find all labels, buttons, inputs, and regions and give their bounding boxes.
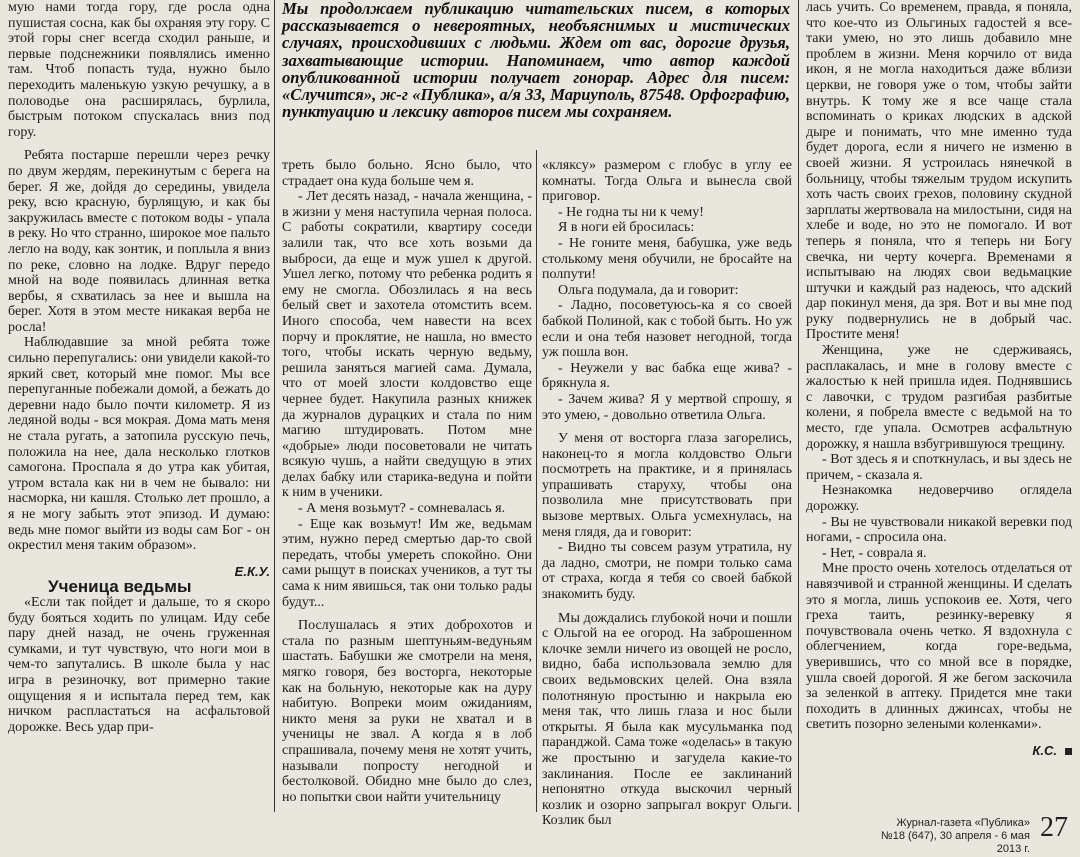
editorial-intro: Мы продолжаем публикацию читательских писем, в которых рассказывается о невероятных, необъяснимых и мистических случаях, происходивших с людьми. Ждем от вас, дорогие друзья, захватывающие истории. Напоминаем, что автор каждой опубликованной истории получает гонорар. Адрес для писем: «Случится», ж-г «Публика», а/я 33, Мариуполь, 87548. Орфографию, пунктуацию и лексику авторов писем мы сохраняем. (282, 0, 790, 122)
col1-paragraph: Ребята постарше перешли через речку по двум жердям, перекинутым с берега на берег. Я же, дойдя до середины, увидела реку, всю красную, бурлящую, и как бы закружилась вместе с потоком воды - упала в реку. Но что странно, широкое мое пальто легло на воду, как зонтик, и поплыла я вниз по реке, словно на лодке. Вдруг передо мной на воде появилась длинная ветка вербы, я схватилась за нее и вышла на берег. Хотя в этом месте никакая верба не росла! (8, 148, 270, 335)
col1-paragraph: «Если так пойдет и дальше, то я скоро буду бояться ходить по улицам. Иду себе пару дней назад, не очень груженная сумками, и тут чувствую, что ноги мои в чем-то запутались. В школе была у нас игра в резиночку, вот примерно такие ощущения я и испытала перед тем, как ничком распластаться на асфальтовой дорожке. Весь удар при- (8, 594, 270, 735)
journal-issue: №18 (647), 30 апреля - 6 мая 2013 г. (880, 830, 1030, 855)
journal-name: Журнал-газета «Публика» (896, 817, 1030, 829)
column-2 (282, 158, 532, 812)
col3-paragraph: - Видно ты совсем разум утратила, ну да ладно, смотри, не помри только сама от страха, когда я тебя со своей бабкой знакомить буду. (542, 540, 792, 603)
col3-paragraph: - Не годна ты ни к чему! (558, 204, 704, 220)
column-divider (536, 150, 537, 812)
end-mark-icon (1065, 748, 1072, 755)
col3-paragraph: «кляксу» размером с глобус в углу ее комнаты. Тогда Ольга и вынесла свой приговор. (542, 158, 792, 205)
signature-eku: Е.К.У. (234, 563, 270, 579)
col3-paragraph: У меня от восторга глаза загорелись, наконец-то я могла колдовство Ольги посмотреть на практике, и я принялась упрашивать старуху, чтобы она позволила мне присутствовать при вызове мертвых. Ольга усмехнулась, на меня глядя, да и говорит: (542, 431, 792, 540)
col4-paragraph: - Нет, - соврала я. (822, 545, 927, 561)
column-divider (798, 0, 799, 812)
col3-paragraph: - Ладно, посоветуюсь-ка я со своей бабкой Полиной, как с тобой быть. Но уж если и она тебя назовет негодной, тогда уж пошла вон. (542, 298, 792, 361)
column-1 (8, 0, 270, 812)
col3-paragraph: - Неужели у вас бабка еще жива? - брякнула я. (542, 360, 792, 392)
col2-paragraph: - Еще как возьмут! Им же, ведьмам этим, нужно перед смертью дар-то свой передать, чтобы умереть спокойно. Они сами рыщут в поисках учеников, а тут ты сама к ним явишься, так они только рады будут... (282, 516, 532, 610)
col3-paragraph: - Не гоните меня, бабушка, уже ведь столькому меня обучили, не бросайте на полпути! (542, 235, 792, 283)
col4-paragraph: Мне просто очень хотелось отделаться от навязчивой и странной женщины. И сделать это я могла, лишь успокоив ее. Хотя, чего греха таить, резинку-веревку я почувствовала очень четко. Я вздохнула с облегчением, когда горе-ведьма, уверившись, что со мной все в порядке, ушла своей дорогой. Я же бегом заскочила за зеленкой в аптеку. Придется мне таки походить в длинных джинсах, чтобы не светить позорно зелеными коленками». (806, 561, 1072, 733)
col3-paragraph: - Зачем жива? Я у мертвой спрошу, я это умею, - довольно ответила Ольга. (542, 391, 792, 423)
column-divider (274, 0, 275, 812)
col2-paragraph: - А меня возьмут? - сомневалась я. (298, 501, 506, 517)
col4-paragraph: Незнакомка недоверчиво огляделa дорожку. (806, 483, 1072, 514)
signature-ks-text: К.С. (1032, 742, 1057, 758)
col4-paragraph: - Вот здесь я и споткнулась, и вы здесь не причем, - сказала я. (806, 452, 1072, 483)
col2-paragraph: треть было больно. Ясно было, что страдает она куда больше чем я. (282, 158, 532, 189)
col3-paragraph: Мы дождались глубокой ночи и пошли с Ольгой на ее огород. На заброшенном клочке земли ничего из овощей не росло, видно, баба использовала землю для своих ведьмовских целей. Она взяла полотняную простыню и накрыла ею меня так, что лишь глаза и нос были открыты. Я была как мусульманка под паранджой. Сама тоже «оделась» в такую же простыню и загудела какие-то заклинания. После ее заклинаний непонятно откуда выскочил черный козлик и озорно запрыгал вокруг Ольги. Козлик был (542, 610, 792, 829)
col2-paragraph: Послушалась я этих доброхотов и стала по разным шептуньям-ведуньям шастать. Бабушки же смотрели на меня, мягко говоря, без восторга, некоторые как на больную, некоторые как на дуру набитую. Вопреки моим ожиданиям, никто меня за руки не хватал и в ученицы не звал. А когда я в лоб спрашивала, почему меня не хотят учить, называли попросту негодной и бестолковой. Обидно мне было до слез, но попытки свои найти учительницу (282, 618, 532, 805)
signature-ks (806, 743, 1072, 759)
col1-paragraph: мую нами тогда гору, где росла одна пушистая сосна, как бы охраняя эту гору. С этой горы снег всегда сходил раньше, и первые подснежники появлялись именно там. Чтоб попасть туда, нужно было переходить маленькую узкую речушку, а в половодье она расширялась, бурлила, быстрым потоком спускалась вниз под гору. (8, 0, 270, 140)
col4-paragraph: - Вы не чувствовали никакой веревки под ногами, - спросила она. (806, 514, 1072, 546)
journal-footer (860, 817, 1030, 856)
col3-paragraph: Ольга подумала, да и говорит: (558, 282, 739, 298)
col4-paragraph: лась учить. Со временем, правда, я поняла, что кое-что из Ольгиных гадостей я все-таки умею, но это лишь добавило мне проблем в жизни. Меня корчило от вида икон, я не могла находиться даже вблизи церкви, не говоря уже о том, чтобы зайти внутрь. К тому же я все чаще стала вспоминать о криках людских в адской дыре и понимать, что мне именно туда будет дорога, если я ничего не изменю в своей жизни. Я устроилась нянечкой в больницу, чтобы тяжелым трудом искупить хоть часть своих грехов, половину скудной зарплаты жертвовала на милостыни, сидя на хлебе и воде, но это не помогало. И вот теперь я поняла, что я теперь ни Богу свечка, ни черту кочерга. Временами я испытываю на людях свои ведьмацкие штучки и каждый раз надеюсь, что адский дар покинул меня, да зря. Вот и вы мне под руку подвернулись не в добрый час. Простите меня! (806, 0, 1072, 343)
col2-paragraph: - Лет десять назад, - начала женщина, - в жизни у меня наступила черная полоса. С работы сократили, квартиру соседи залили так, что все хоть возьми да выброси, да еще и муж ушел к другой. Ушел легко, потому что ребенка родить я ему не смогла. Обозлилась я на весь белый свет и захотела отомстить всем. Иного способа, чем навести на всех порчу и проклятие, не нашла, но вместо того, чтобы искать черную ведьму, решила заняться магией сама. Думала, что от моей злости колдовство еще чернее будет. Накупила разных книжек да журналов дурацких и стала по ним магию штудировать. Потом мне «добрые» люди посоветовали не читать всякую чушь, а найти сведущую в этих делах бабку или старика-ведуна и пойти к ним в ученики. (282, 189, 532, 501)
col4-paragraph: Женщина, уже не сдерживаясь, расплакалась, и мне в голову вместе с жалостью к ней пришла идея. Поднявшись с лавочки, с трудом разгибая разбитые колени, я побрела вместе с ведьмой на то место, где упала. Осмотрев асфальтную дорожку, я нашла взбугрившуюся трещину. (806, 343, 1072, 452)
column-4 (806, 0, 1072, 808)
col3-paragraph: Я в ноги ей бросилась: (558, 220, 695, 236)
page-number: 27 (1040, 812, 1068, 843)
story-title: Ученица ведьмы (48, 577, 192, 597)
col1-paragraph: Наблюдавшие за мной ребята тоже сильно перепугались: они увидели какой-то яркий свет, который мне помог. Мы все перепуганные побежали домой, а бежать до деревни надо было почти километр. Я из ледяной воды - вся мокрая. Дома мать меня не стала ругать, а затопила русскую печь, положила на нее, дала несколько глотков самогона. Проспала я до утра как убитая, утром встала как ни в чем не бывало: ни насморка, ни кашля. Столько лет прошло, а я не могу забыть этот эпизод. И думаю: ведь мне помог выйти из воды сам Бог - он окрестил меня таким образом». (8, 335, 270, 554)
column-3 (542, 158, 792, 829)
